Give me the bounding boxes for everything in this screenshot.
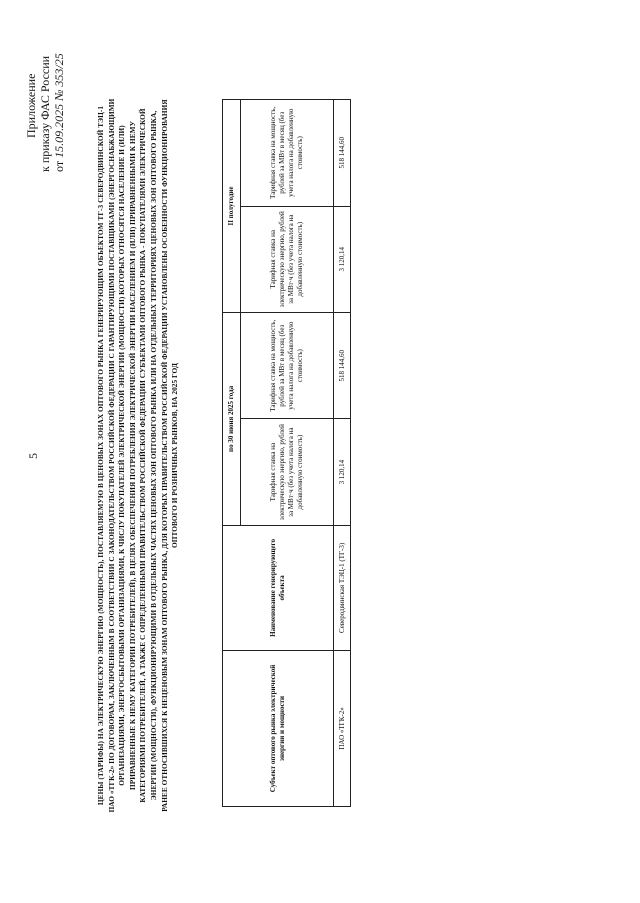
appendix-order-line: к приказу ФАС России [38, 55, 52, 172]
header-period-1: по 30 июня 2025 года [223, 312, 241, 525]
cell-object: Северодвинская ТЭЦ-1 (ТГ-3) [334, 525, 351, 650]
cell-subject: ПАО «ТГК-2» [334, 650, 351, 806]
tariff-table [222, 99, 351, 807]
appendix-date-prefix: от [52, 160, 66, 172]
handwritten-order-number: 15.09.2025 № 353/25 [52, 53, 66, 158]
appendix-title: Приложение [24, 73, 38, 138]
table-row [334, 100, 351, 807]
cell-capacity-h2: 518 144,60 [334, 100, 351, 207]
document-title: ЦЕНЫ (ТАРИФЫ) НА ЭЛЕКТРИЧЕСКУЮ ЭНЕРГИЮ (МОЩНОСТЬ), ПОСТАВЛЯЕМУЮ В ЦЕНОВЫХ ЗОНАХ ОПТОВОГО РЫНКА ГЕНЕРИРУЮЩИМ ОБЪЕКТОМ ТГ-3 СЕВЕРОДВИНСКОЙ ТЭЦ-1 ПАО «ТГК-2» ПО ДОГОВОРАМ, ЗАКЛЮЧЕННЫМ В СООТВЕТСТВИИ С ЗАКОНОДАТЕЛЬСТВОМ РОССИЙСКОЙ ФЕДЕРАЦИИ С ГАРАНТИРУЮЩИМИ ПОСТАВЩИКАМИ (ЭНЕРГОСНАБЖАЮЩИМИ ОРГАНИЗАЦИЯМИ, ЭНЕРГОСБЫТОВЫМИ ОРГАНИЗАЦИЯМИ, К ЧИСЛУ ПОКУПАТЕЛЕЙ ЭЛЕКТРИЧЕСКОЙ ЭНЕРГИИ (МОЩНОСТИ) КОТОРЫХ ОТНОСЯТСЯ НАСЕЛЕНИЕ И (ИЛИ) ПРИРАВНЕННЫЕ К НЕМУ КАТЕГОРИИ ПОТРЕБИТЕЛЕЙ), В ЦЕЛЯХ ОБЕСПЕЧЕНИЯ ПОТРЕБЛЕНИЯ ЭЛЕКТРИЧЕСКОЙ ЭНЕРГИИ НАСЕЛЕНИЕМ И (ИЛИ) ПРИРАВНЕННЫМИ К НЕМУ КАТЕГОРИЯМИ ПОТРЕБИТЕЛЕЙ, А ТАКЖЕ С ОПРЕДЕЛЕННЫМИ ПРАВИТЕЛЬСТВОМ РОССИЙСКОЙ ФЕДЕРАЦИИ СУБЪЕКТАМИ ОПТОВОГО РЫНКА - ПОКУПАТЕЛЯМИ ЭЛЕКТРИЧЕСКОЙ ЭНЕРГИИ (МОЩНОСТИ), ФУНКЦИОНИРУЮЩИМИ В ОТДЕЛЬНЫХ ЧАСТЯХ ЦЕНОВЫХ ЗОН ОПТОВОГО РЫНКА ИЛИ НА ОТДЕЛЬНЫХ ТЕРРИТОРИЯХ ЦЕНОВЫХ ЗОН ОПТОВОГО РЫНКА, РАНЕЕ ОТНОСИВШИХСЯ К НЕЦЕНОВЫМ ЗОНАМ ОПТОВОГО РЫНКА, ДЛЯ КОТОРЫХ ПРАВИТЕЛЬСТВОМ РОССИЙСКОЙ ФЕДЕРАЦИИ УСТАНОВЛЕНЫ ОСОБЕННОСТИ ФУНКЦИОНИРОВАНИЯ ОПТОВОГО И РОЗНИЧНЫХ РЫНКОВ, НА 2025 ГОД [96, 98, 180, 813]
header-energy-rate-h1: Тарифная ставка на электрическую энергию, рублей за МВт·ч (без учета налога на добавленную стоимость) [240, 419, 333, 525]
appendix-date-line [52, 22, 66, 172]
cell-energy-h1: 3 120,14 [334, 419, 351, 525]
cell-energy-h2: 3 120,14 [334, 206, 351, 312]
appendix-block [24, 22, 66, 172]
header-subject: Субъект оптового рынка электрической энергии и мощности [223, 650, 334, 806]
cell-capacity-h1: 518 144,60 [334, 312, 351, 418]
header-period-2: II полугодие [223, 100, 241, 313]
header-object: Наименование генерирующего объекта [223, 525, 334, 650]
page-number: 5 [26, 453, 40, 459]
header-capacity-rate-h1: Тарифная ставка на мощность, рублей за МВт в месяц (без учета налога на добавленную стоимость) [240, 312, 333, 418]
header-energy-rate-h2: Тарифная ставка на электрическую энергию, рублей за МВт·ч (без учета налога на добавленную стоимость) [240, 206, 333, 312]
header-capacity-rate-h2: Тарифная ставка на мощность, рублей за МВт в месяц (без учета налога на добавленную стоимость) [240, 100, 333, 207]
